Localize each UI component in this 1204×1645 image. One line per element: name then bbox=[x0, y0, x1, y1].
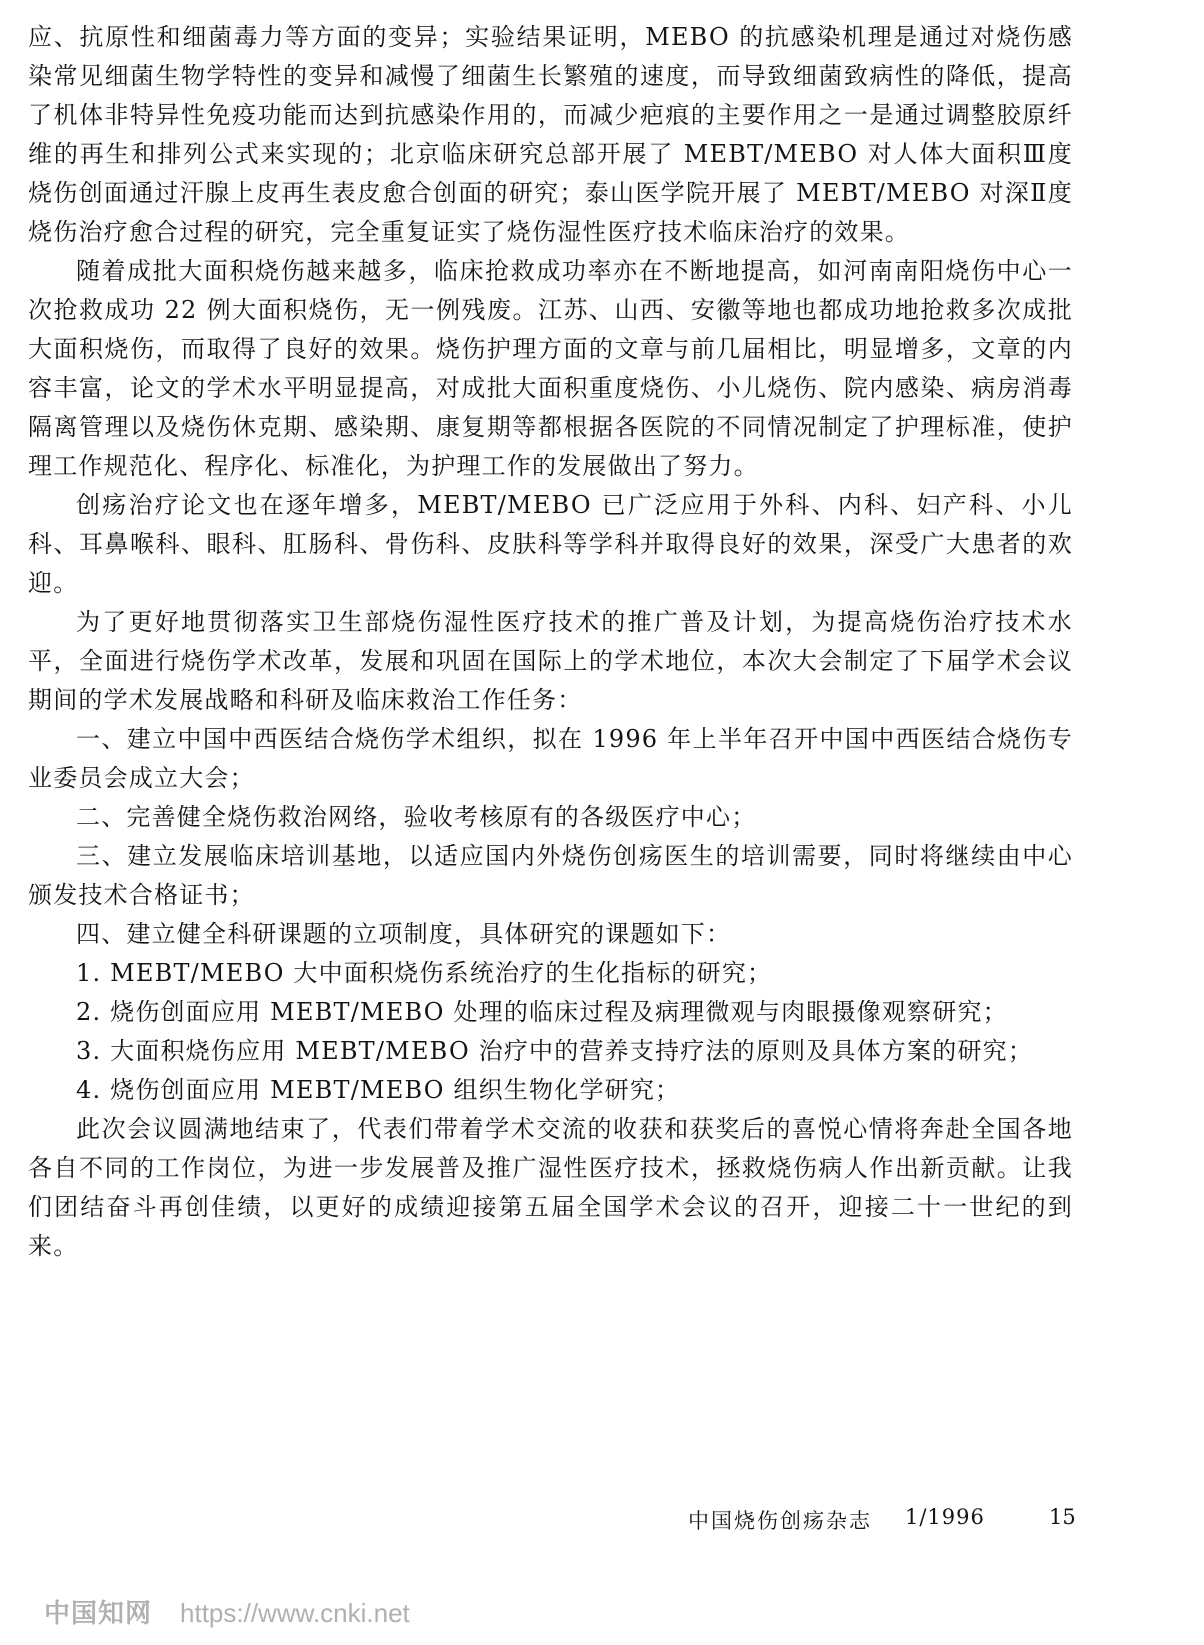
research-topic-2: 2. 烧伤创面应用 MEBT/MEBO 处理的临床过程及病理微观与肉眼摄像观察研究； bbox=[76, 998, 1008, 1026]
journal-name: 中国烧伤创疡杂志 bbox=[688, 1509, 872, 1533]
page-number: 15 bbox=[1049, 1505, 1076, 1529]
task-item-4: 四、建立健全科研课题的立项制度，具体研究的课题如下： bbox=[76, 920, 732, 948]
task-item-3: 三、建立发展临床培训基地，以适应国内外烧伤创疡医生的培训需要，同时将继续由中心颁发技术合格证书； bbox=[28, 842, 1073, 909]
paragraph-burn-rescue: 随着成批大面积烧伤越来越多，临床抢救成功率亦在不断地提高，如河南南阳烧伤中心一次抢救成功 22 例大面积烧伤，无一例残废。江苏、山西、安徽等地也都成功地抢救多次成批大面积烧伤，而取得了良好的效果。烧伤护理方面的文章与前几届相比，明显增多，文章的内容丰富，论文的学术水平明显提高，对成批大面积重度烧伤、小儿烧伤、院内感染、病房消毒隔离管理以及烧伤休克期、感染期、康复期等都根据各医院的不同情况制定了护理标准，使护理工作规范化、程序化、标准化，为护理工作的发展做出了努力。 bbox=[28, 257, 1073, 480]
journal-issue: 1/1996 bbox=[905, 1505, 985, 1529]
paragraph-conclusion: 此次会议圆满地结束了，代表们带着学术交流的收获和获奖后的喜悦心情将奔赴全国各地各自不同的工作岗位，为进一步发展普及推广湿性医疗技术，拯救烧伤病人作出新贡献。让我们团结奋斗再创佳绩，以更好的成绩迎接第五届全国学术会议的召开，迎接二十一世纪的到来。 bbox=[28, 1115, 1073, 1260]
research-topic-4: 4. 烧伤创面应用 MEBT/MEBO 组织生物化学研究； bbox=[76, 1076, 681, 1104]
paragraph-continuation: 应、抗原性和细菌毒力等方面的变异；实验结果证明，MEBO 的抗感染机理是通过对烧伤感染常见细菌生物学特性的变异和减慢了细菌生长繁殖的速度，而导致细菌致病性的降低，提高了机体非特异性免疫功能而达到抗感染作用的，而减少疤痕的主要作用之一是通过调整胶原纤维的再生和排列公式来实现的；北京临床研究总部开展了 MEBT/MEBO 对人体大面积Ⅲ度烧伤创面通过汗腺上皮再生表皮愈合创面的研究；泰山医学院开展了 MEBT/MEBO 对深Ⅱ度烧伤治疗愈合过程的研究，完全重复证实了烧伤湿性医疗技术临床治疗的效果。 bbox=[28, 23, 1073, 246]
task-item-1: 一、建立中国中西医结合烧伤学术组织，拟在 1996 年上半年召开中国中西医结合烧伤专业委员会成立大会； bbox=[28, 725, 1073, 792]
research-topic-1: 1. MEBT/MEBO 大中面积烧伤系统治疗的生化指标的研究； bbox=[76, 959, 773, 987]
article-body bbox=[28, 18, 1073, 1266]
task-item-2: 二、完善健全烧伤救治网络，验收考核原有的各级医疗中心； bbox=[76, 803, 757, 831]
cnki-url: https://www.cnki.net bbox=[180, 1598, 410, 1628]
page-footer bbox=[0, 1505, 1204, 1545]
cnki-watermark bbox=[44, 1593, 410, 1629]
paragraph-strategy-intro: 为了更好地贯彻落实卫生部烧伤湿性医疗技术的推广普及计划，为提高烧伤治疗技术水平，全面进行烧伤学术改革，发展和巩固在国际上的学术地位，本次大会制定了下届学术会议期间的学术发展战略和科研及临床救治工作任务： bbox=[28, 608, 1073, 714]
research-topic-3: 3. 大面积烧伤应用 MEBT/MEBO 治疗中的营养支持疗法的原则及具体方案的研究； bbox=[76, 1037, 1034, 1065]
paragraph-wound-treatment: 创疡治疗论文也在逐年增多，MEBT/MEBO 已广泛应用于外科、内科、妇产科、小儿科、耳鼻喉科、眼科、肛肠科、骨伤科、皮肤科等学科并取得良好的效果，深受广大患者的欢迎。 bbox=[28, 491, 1073, 597]
cnki-logo-text: 中国知网 bbox=[44, 1599, 153, 1629]
